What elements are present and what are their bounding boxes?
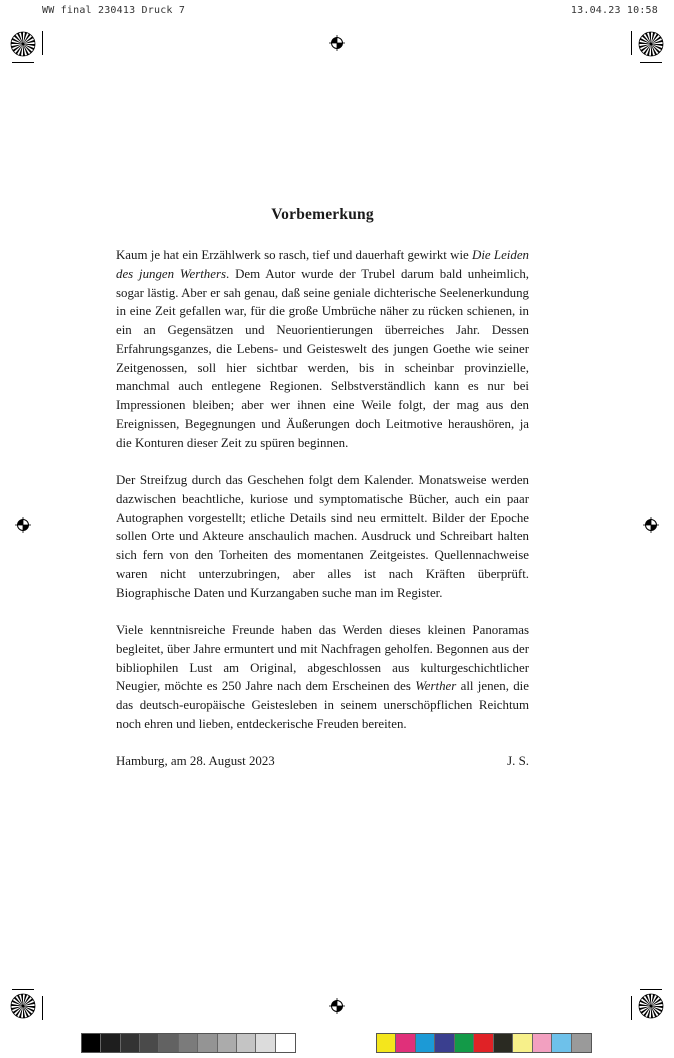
color-patch xyxy=(179,1034,198,1052)
crosshair-registration-icon xyxy=(643,517,659,533)
crosshair-registration-icon xyxy=(329,35,345,51)
page-title: Vorbemerkung xyxy=(271,206,374,223)
color-patch xyxy=(416,1034,435,1052)
signature-line xyxy=(116,752,529,771)
book-title: Die Leiden des jungen Werthers xyxy=(116,248,529,281)
color-patch xyxy=(121,1034,140,1052)
process-color-control-strip xyxy=(376,1033,592,1053)
color-patch xyxy=(377,1034,396,1052)
registration-star-icon xyxy=(10,31,36,57)
body-text xyxy=(116,246,529,770)
crosshair-registration-icon xyxy=(329,998,345,1014)
paragraph: Viele kenntnisreiche Freunde haben das Werden dieses kleinen Panoramas begleitet, über Jahre ermuntert und mit Nachfragen geholfen. Begonnen aus der bibliophilen Lust am Original, abgeschlossen aus kulturgeschichtlicher Neugier, möchte es 250 Jahre nach dem Erscheinen des Werther all jenen, die das deutsch-europäische Geistesleben in seinem unerschöpflichen Reichtum noch ehren und lieben, entdeckerische Freuden bereiten. xyxy=(116,623,529,731)
trim-mark xyxy=(640,62,662,63)
trim-mark xyxy=(12,989,34,990)
color-patch xyxy=(198,1034,217,1052)
color-patch xyxy=(533,1034,552,1052)
color-patch xyxy=(474,1034,493,1052)
color-patch xyxy=(455,1034,474,1052)
slug-job-info: WW final 230413 Druck 7 xyxy=(42,5,186,16)
color-patch xyxy=(552,1034,571,1052)
color-patch xyxy=(494,1034,513,1052)
grayscale-control-strip xyxy=(81,1033,296,1053)
color-patch xyxy=(237,1034,256,1052)
color-patch xyxy=(82,1034,101,1052)
color-patch xyxy=(218,1034,237,1052)
trim-mark xyxy=(12,62,34,63)
trim-mark xyxy=(42,996,43,1020)
color-patch xyxy=(256,1034,275,1052)
color-patch xyxy=(435,1034,454,1052)
color-patch xyxy=(276,1034,295,1052)
book-title: Werther xyxy=(415,679,457,694)
color-patch xyxy=(572,1034,591,1052)
trim-mark xyxy=(631,996,632,1020)
trim-mark xyxy=(42,31,43,55)
paragraph: Kaum je hat ein Erzählwerk so rasch, tief und dauerhaft gewirkt wie Die Leiden des jungen Werthers. Dem Autor wurde der Trubel darum bald unheimlich, sogar lästig. Aber er sah genau, daß seine geniale dichterische Seelenerkundung in eine Zeit gefallen war, für die große Umbrüche näher zu rücken schienen, in ein an Gegensätzen und Neuorientierungen überreiches Jahr. Dessen Erfahrungsganzes, die Lebens- und Geisteswelt des jungen Goethe wie seiner Zeitgenossen, soll hier sichtbar werden, bis in scheinbar provinzielle, manchmal auch entlegene Regionen. Selbstverständlich kann es nur bei Impressionen bleiben; aber wer ihnen eine Weile folgt, der mag aus den Ereignissen, Begegnungen und Äußerungen doch Leitmotive heraushören, ja die Konturen dieser Zeit zu spüren beginnen. xyxy=(116,248,529,450)
place-date: Hamburg, am 28. August 2023 xyxy=(116,753,275,768)
trim-mark xyxy=(640,989,662,990)
slug-timestamp: 13.04.23 10:58 xyxy=(570,5,658,16)
color-patch xyxy=(396,1034,415,1052)
author-initials: J. S. xyxy=(507,753,529,768)
registration-star-icon xyxy=(10,993,36,1019)
color-patch xyxy=(101,1034,120,1052)
color-patch xyxy=(159,1034,178,1052)
paragraph: Der Streifzug durch das Geschehen folgt dem Kalender. Monatsweise werden dazwischen beachtliche, kuriose und symptomatische Bücher, auch ein paar Autographen vorgestellt; etliche Details sind neu ermittelt. Bilder der Epoche sollen Orte und Akteure anschaulich machen. Ausdruck und Schreibart halten sich fern von den Torheiten des momentanen Zeitgeistes. Quellennachweise waren nicht unterzubringen, aber alles ist nach Kräften überprüft. Biographische Daten und Kurzangaben suche man im Register. xyxy=(116,473,529,600)
color-patch xyxy=(140,1034,159,1052)
registration-star-icon xyxy=(638,31,664,57)
trim-mark xyxy=(631,31,632,55)
color-patch xyxy=(513,1034,532,1052)
crosshair-registration-icon xyxy=(15,517,31,533)
registration-star-icon xyxy=(638,993,664,1019)
